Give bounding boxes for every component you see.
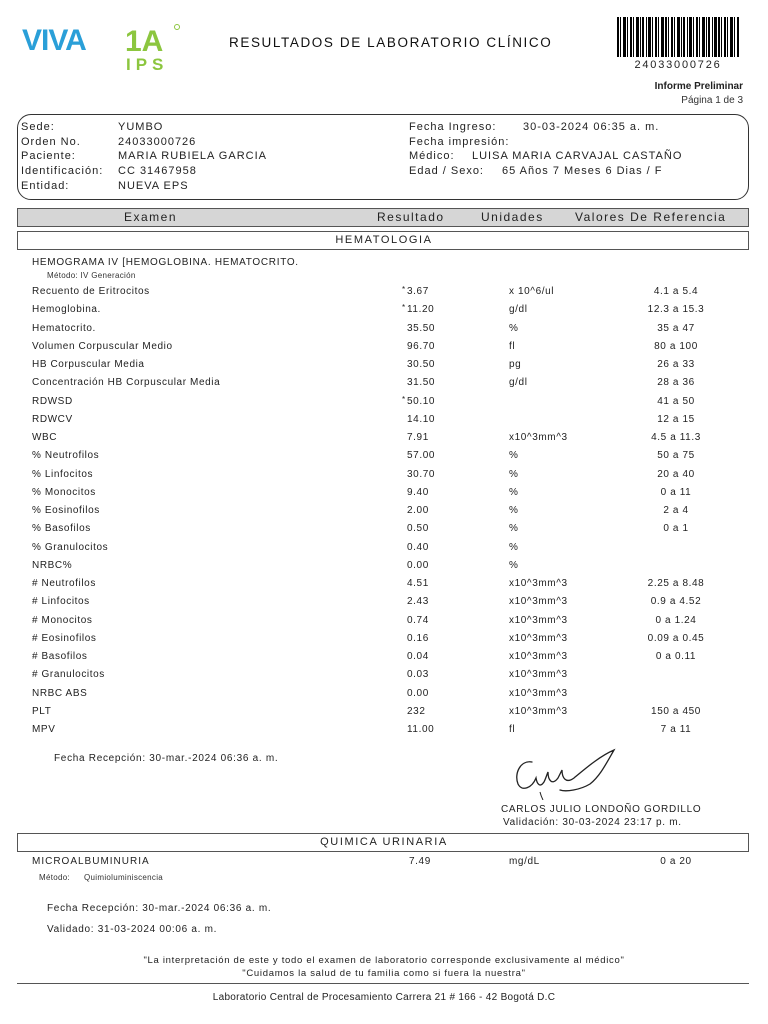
table-row <box>0 560 768 578</box>
paciente-label: Paciente: <box>21 150 76 162</box>
orden-value: 24033000726 <box>118 136 197 148</box>
identificacion-label: Identificación: <box>21 165 104 177</box>
table-row <box>0 341 768 359</box>
result-unit: fl <box>509 724 516 735</box>
result-unit: x10^3mm^3 <box>509 432 568 443</box>
result-value: 11.20 <box>407 304 435 316</box>
result-unit: x10^3mm^3 <box>509 687 568 699</box>
result-reference: 0 a 1 <box>663 523 689 535</box>
footer-note-slogan: "Cuidamos la salud de tu familia como si fuera la nuestra" <box>242 968 526 979</box>
result-name: PLT <box>32 705 52 717</box>
result-name: % Granulocitos <box>32 541 109 553</box>
result-name: Hemoglobina. <box>32 304 101 316</box>
barcode-number: 24033000726 <box>634 59 722 71</box>
result-value: 232 <box>407 705 426 717</box>
footer-address: Laboratorio Central de Procesamiento Carrera 21 # 166 - 42 Bogotá D.C <box>212 992 556 1003</box>
result-unit: pg <box>509 359 522 370</box>
entidad-label: Entidad: <box>21 180 70 192</box>
result-unit: x10^3mm^3 <box>509 705 568 717</box>
medico-label: Médico: <box>409 150 455 162</box>
result-value: 0.04 <box>407 651 429 662</box>
result-name: Recuento de Eritrocitos <box>32 286 150 297</box>
result-value: 0.16 <box>407 632 429 644</box>
result-value: 30.50 <box>407 359 436 370</box>
result-value: 0.74 <box>407 614 429 626</box>
result-name: % Linfocitos <box>32 468 94 480</box>
orden-label: Orden No. <box>21 136 81 148</box>
result-name: NRBC ABS <box>32 687 88 699</box>
page-indicator: Página 1 de 3 <box>681 95 743 106</box>
result-name: % Eosinofilos <box>32 505 100 516</box>
validator-signature <box>510 748 625 800</box>
result-reference: 0.9 a 4.52 <box>650 596 702 608</box>
table-row <box>0 523 768 541</box>
result-name: # Neutrofilos <box>32 578 96 589</box>
result-name: HB Corpuscular Media <box>32 359 145 370</box>
table-row <box>0 542 768 560</box>
table-row <box>0 432 768 450</box>
result-name: # Linfocitos <box>32 596 90 608</box>
medico-value: LUISA MARIA CARVAJAL CASTAÑO <box>472 150 683 162</box>
result-unit: x10^3mm^3 <box>509 596 568 608</box>
result-value: 7.49 <box>409 856 431 867</box>
edad-sexo-value: 65 Años 7 Meses 6 Dias / F <box>502 165 663 177</box>
entidad-value: NUEVA EPS <box>118 180 189 192</box>
result-name: % Neutrofilos <box>32 450 100 462</box>
result-reference: 150 a 450 <box>651 705 701 717</box>
result-name: NRBC% <box>32 559 73 571</box>
result-value: 57.00 <box>407 450 436 462</box>
result-reference: 4.1 a 5.4 <box>653 286 699 297</box>
header-referencia: Valores De Referencia <box>575 210 727 224</box>
result-reference: 4.5 a 11.3 <box>651 432 701 443</box>
result-flag: * <box>402 303 406 313</box>
result-reference: 80 a 100 <box>654 340 698 352</box>
result-value: 9.40 <box>407 486 429 498</box>
result-name: # Basofilos <box>32 651 88 662</box>
result-reference: 28 a 36 <box>657 377 695 389</box>
result-value: 2.43 <box>407 596 429 608</box>
result-value: 0.00 <box>407 559 429 571</box>
table-row <box>0 596 768 614</box>
result-reference: 2 a 4 <box>663 505 689 516</box>
result-name: # Monocitos <box>32 614 93 626</box>
result-value: 0.00 <box>407 687 429 699</box>
footer-note-interpretation: "La interpretación de este y todo el examen de laboratorio corresponde exclusivamente al médico" <box>143 955 625 966</box>
table-row <box>0 578 768 596</box>
table-row <box>0 856 768 874</box>
result-value: 96.70 <box>407 340 436 352</box>
table-row <box>0 323 768 341</box>
header-examen: Examen <box>124 210 178 224</box>
identificacion-value: CC 31467958 <box>118 165 197 177</box>
result-reference: 7 a 11 <box>660 724 692 735</box>
result-reference: 41 a 50 <box>657 395 695 407</box>
result-name: MICROALBUMINURIA <box>32 856 150 867</box>
result-unit: g/dl <box>509 304 528 316</box>
result-flag: * <box>402 285 406 294</box>
fecha-ingreso-label: Fecha Ingreso: <box>409 121 497 133</box>
result-unit: % <box>509 450 519 462</box>
result-value: 2.00 <box>407 505 429 516</box>
table-row <box>0 304 768 322</box>
result-reference: 26 a 33 <box>657 359 695 370</box>
table-row <box>0 359 768 377</box>
header-resultado: Resultado <box>377 210 445 224</box>
result-reference: 0.09 a 0.45 <box>647 632 705 644</box>
result-unit: x10^3mm^3 <box>509 651 568 662</box>
result-reference: 2.25 a 8.48 <box>647 578 705 589</box>
table-row <box>0 669 768 687</box>
result-unit: % <box>509 486 519 498</box>
sede-value: YUMBO <box>118 121 164 133</box>
table-row <box>0 651 768 669</box>
fecha-impresion-label: Fecha impresión: <box>409 136 510 148</box>
result-value: 14.10 <box>407 413 436 425</box>
result-name: % Basofilos <box>32 523 91 535</box>
result-reference: 12.3 a 15.3 <box>647 304 705 316</box>
edad-sexo-label: Edad / Sexo: <box>409 165 484 177</box>
section-title-quimica: QUIMICA URINARIA <box>320 836 448 848</box>
result-unit: % <box>509 523 519 535</box>
result-value: 31.50 <box>407 377 436 389</box>
result-value: 0.03 <box>407 669 429 681</box>
section-title-hematologia: HEMATOLOGIA <box>335 234 433 246</box>
report-status: Informe Preliminar <box>654 81 743 92</box>
paciente-value: MARIA RUBIELA GARCIA <box>118 150 267 162</box>
result-name: # Eosinofilos <box>32 632 97 644</box>
table-row <box>0 414 768 432</box>
result-value: 11.00 <box>407 724 435 735</box>
table-row <box>0 396 768 414</box>
table-row <box>0 688 768 706</box>
quimica-reception-date: Fecha Recepción: 30-mar.-2024 06:36 a. m. <box>47 903 272 914</box>
result-value: 3.67 <box>407 286 429 297</box>
result-unit: x10^3mm^3 <box>509 614 568 626</box>
table-row <box>0 286 768 304</box>
result-flag: * <box>402 394 406 404</box>
result-reference: 20 a 40 <box>657 468 695 480</box>
result-name: % Monocitos <box>32 486 96 498</box>
quimica-method-label: Método: <box>39 873 71 882</box>
result-value: 0.40 <box>407 541 429 553</box>
result-unit: fl <box>509 340 516 352</box>
barcode <box>617 17 739 57</box>
sede-label: Sede: <box>21 121 55 133</box>
result-name: RDWCV <box>32 413 73 425</box>
header-unidades: Unidades <box>481 210 544 224</box>
quimica-method: Quimioluminiscencia <box>84 873 164 882</box>
result-unit: % <box>509 541 519 553</box>
logo-1a-text: 1A <box>125 25 164 58</box>
validation-date: Validación: 30-03-2024 23:17 p. m. <box>503 817 682 828</box>
table-row <box>0 633 768 651</box>
result-value: 30.70 <box>407 468 436 480</box>
result-unit: % <box>509 468 519 480</box>
result-unit: % <box>509 322 519 334</box>
table-row <box>0 450 768 468</box>
result-value: 50.10 <box>407 395 436 407</box>
result-unit: x10^3mm^3 <box>509 578 568 589</box>
result-value: 35.50 <box>407 322 436 334</box>
result-name: Concentración HB Corpuscular Media <box>32 377 221 389</box>
panel-title: HEMOGRAMA IV [HEMOGLOBINA. HEMATOCRITO. <box>32 257 299 268</box>
result-reference: 0 a 1.24 <box>655 614 697 626</box>
table-row <box>0 469 768 487</box>
result-reference: 50 a 75 <box>657 450 695 462</box>
hema-reception-date: Fecha Recepción: 30-mar.-2024 06:36 a. m. <box>54 753 279 764</box>
result-value: 4.51 <box>407 578 429 589</box>
result-reference: 0 a 0.11 <box>655 651 697 662</box>
table-row <box>0 706 768 724</box>
footer-divider <box>17 983 749 984</box>
result-name: RDWSD <box>32 395 73 407</box>
result-reference: 0 a 20 <box>660 856 692 867</box>
result-name: Volumen Corpuscular Medio <box>32 340 173 352</box>
result-unit: x10^3mm^3 <box>509 669 568 681</box>
result-name: WBC <box>32 432 58 443</box>
result-name: MPV <box>32 724 56 735</box>
fecha-ingreso-value: 30-03-2024 06:35 a. m. <box>523 121 660 133</box>
result-value: 7.91 <box>407 432 429 443</box>
table-row <box>0 377 768 395</box>
report-title: RESULTADOS DE LABORATORIO CLÍNICO <box>229 35 553 50</box>
result-name: # Granulocitos <box>32 669 105 681</box>
quimica-validated-date: Validado: 31-03-2024 00:06 a. m. <box>47 924 218 935</box>
logo-ips-text: IPS <box>126 55 169 72</box>
result-name: Hematocrito. <box>32 322 96 334</box>
result-unit: x10^3mm^3 <box>509 632 568 644</box>
result-unit: % <box>509 505 519 516</box>
result-value: 0.50 <box>407 523 429 535</box>
result-unit: x 10^6/ul <box>509 286 555 297</box>
result-reference: 0 a 11 <box>660 486 692 498</box>
viva-1a-ips-logo <box>22 20 187 72</box>
result-unit: g/dl <box>509 377 528 389</box>
table-row <box>0 724 768 742</box>
result-unit: mg/dL <box>509 856 540 867</box>
table-row <box>0 615 768 633</box>
logo-viva-text: VIVA <box>22 24 86 57</box>
result-reference: 35 a 47 <box>657 322 695 334</box>
result-unit: % <box>509 559 519 571</box>
table-row <box>0 505 768 523</box>
table-row <box>0 487 768 505</box>
result-reference: 12 a 15 <box>657 413 695 425</box>
validator-name: CARLOS JULIO LONDOÑO GORDILLO <box>501 804 702 815</box>
panel-method: Método: IV Generación <box>47 271 136 280</box>
